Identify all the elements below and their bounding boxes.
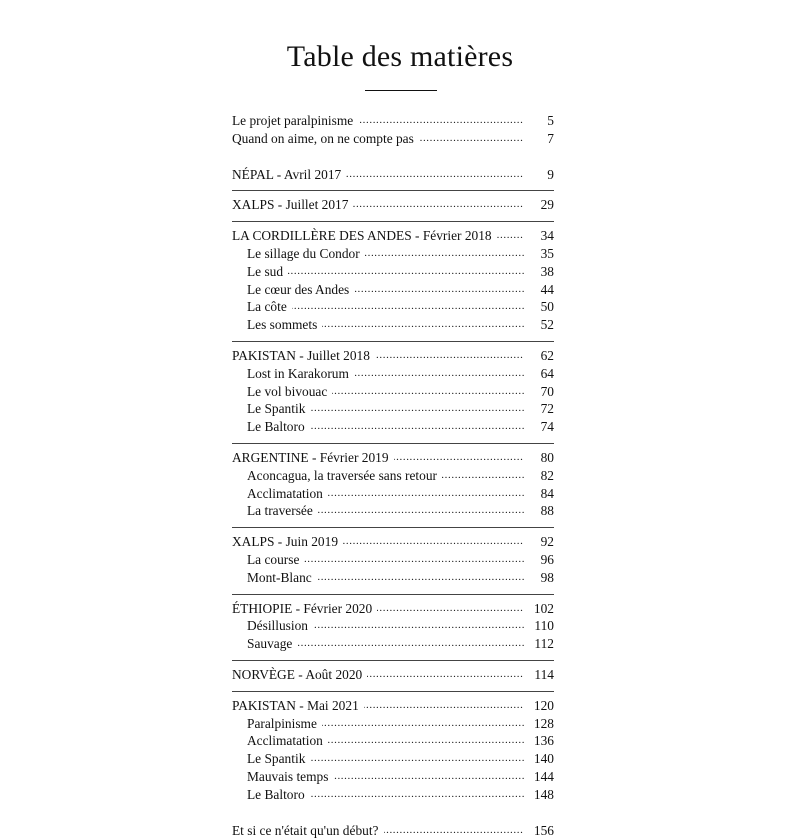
toc-entry[interactable] [232, 697, 554, 715]
toc-entry-title: Acclimatation [247, 733, 328, 748]
toc-subentry[interactable] [232, 245, 554, 263]
toc-page-number: 156 [530, 822, 554, 839]
toc-page-number: 72 [537, 400, 554, 418]
toc-page-number: 82 [537, 467, 554, 485]
section-divider [232, 341, 554, 342]
toc-entry[interactable] [232, 130, 554, 148]
toc-page-number: 44 [537, 281, 554, 299]
toc-entry-title: Et si ce n'était qu'un début? [232, 823, 384, 838]
toc-entry[interactable] [232, 227, 554, 245]
toc-page-number: 35 [537, 245, 554, 263]
toc-entry-title: Quand on aime, on ne compte pas [232, 131, 419, 146]
toc-page-number: 112 [530, 635, 554, 653]
toc-page-number: 52 [537, 316, 554, 334]
section-divider [232, 221, 554, 222]
toc-entry-title: La traversée [247, 503, 318, 518]
toc-entry-title: NÉPAL - Avril 2017 [232, 167, 346, 182]
toc-subentry[interactable] [232, 298, 554, 316]
toc-entry-title: Le Baltoro [247, 419, 310, 434]
toc-entry-title: Le Spantik [247, 401, 310, 416]
toc-page-number: 62 [537, 347, 554, 365]
toc-subentry[interactable] [232, 786, 554, 804]
toc-entry-title: NORVÈGE - Août 2020 [232, 667, 367, 682]
toc-subentry[interactable] [232, 750, 554, 768]
toc-entry[interactable] [232, 196, 554, 214]
toc-page-number: 70 [537, 383, 554, 401]
toc-page-number: 5 [543, 112, 554, 130]
toc-subentry[interactable] [232, 281, 554, 299]
toc-subentry[interactable] [232, 502, 554, 520]
toc-page-number: 140 [530, 750, 554, 768]
title-divider [365, 90, 437, 91]
toc-page-number: 38 [537, 263, 554, 281]
section-divider [232, 691, 554, 692]
section-divider [232, 190, 554, 191]
toc-entry-title: Le cœur des Andes [247, 282, 354, 297]
toc-page-number: 50 [537, 298, 554, 316]
toc-entry-title: XALPS - Juin 2019 [232, 534, 343, 549]
toc-page-number: 110 [530, 617, 554, 635]
toc-subentry[interactable] [232, 383, 554, 401]
section-divider [232, 594, 554, 595]
toc-entry-title: Le sillage du Condor [247, 246, 365, 261]
toc-page-number: 29 [537, 196, 554, 214]
toc-page-number: 148 [530, 786, 554, 804]
toc-subentry[interactable] [232, 365, 554, 383]
toc-page-number: 96 [537, 551, 554, 569]
toc-entry-title: Mont-Blanc [247, 570, 317, 585]
toc-page-number: 7 [543, 130, 554, 148]
toc-entry[interactable] [232, 600, 554, 618]
toc-entry-title: Le projet paralpinisme [232, 113, 358, 128]
section-divider [232, 527, 554, 528]
toc-entry-title: LA CORDILLÈRE DES ANDES - Février 2018 [232, 228, 497, 243]
toc-entry[interactable] [232, 347, 554, 365]
toc-entry[interactable] [232, 449, 554, 467]
toc-subentry[interactable] [232, 418, 554, 436]
toc-page-number: 84 [537, 485, 554, 503]
toc-subentry[interactable] [232, 467, 554, 485]
table-of-contents [232, 112, 554, 839]
toc-page-number: 102 [530, 600, 554, 618]
toc-subentry[interactable] [232, 617, 554, 635]
toc-entry-title: XALPS - Juillet 2017 [232, 197, 353, 212]
toc-entry-title: Les sommets [247, 317, 322, 332]
toc-page-number: 144 [530, 768, 554, 786]
toc-subentry[interactable] [232, 316, 554, 334]
toc-entry-title: Le Baltoro [247, 787, 310, 802]
toc-page-number: 114 [530, 666, 554, 684]
toc-page-number: 34 [537, 227, 554, 245]
toc-subentry[interactable] [232, 768, 554, 786]
toc-entry[interactable] [232, 822, 554, 839]
toc-page-number: 9 [543, 166, 554, 184]
toc-entry[interactable] [232, 666, 554, 684]
toc-page-number: 80 [537, 449, 554, 467]
toc-subentry[interactable] [232, 551, 554, 569]
toc-entry-title: PAKISTAN - Juillet 2018 [232, 348, 375, 363]
toc-entry[interactable] [232, 112, 554, 130]
toc-subentry[interactable] [232, 263, 554, 281]
toc-entry-title: PAKISTAN - Mai 2021 [232, 698, 364, 713]
toc-entry-title: Aconcagua, la traversée sans retour [247, 468, 442, 483]
toc-page-number: 128 [530, 715, 554, 733]
toc-entry-title: Le Spantik [247, 751, 310, 766]
toc-entry-title: Lost in Karakorum [247, 366, 354, 381]
toc-entry-title: La course [247, 552, 304, 567]
toc-subentry[interactable] [232, 635, 554, 653]
toc-page-number: 64 [537, 365, 554, 383]
toc-subentry[interactable] [232, 485, 554, 503]
toc-entry[interactable] [232, 533, 554, 551]
toc-subentry[interactable] [232, 732, 554, 750]
toc-page-number: 136 [530, 732, 554, 750]
toc-page-number: 92 [537, 533, 554, 551]
toc-entry-title: Le vol bivouac [247, 384, 332, 399]
toc-entry[interactable] [232, 166, 554, 184]
dot-leader [247, 263, 524, 281]
toc-entry-title: ARGENTINE - Février 2019 [232, 450, 394, 465]
toc-page-number: 120 [530, 697, 554, 715]
toc-subentry[interactable] [232, 569, 554, 587]
toc-entry-title: Sauvage [247, 636, 297, 651]
toc-page-number: 88 [537, 502, 554, 520]
section-divider [232, 660, 554, 661]
toc-page-number: 98 [537, 569, 554, 587]
toc-page-number: 74 [537, 418, 554, 436]
toc-entry-title: Paralpinisme [247, 716, 322, 731]
toc-entry-title: Acclimatation [247, 486, 328, 501]
toc-entry-title: Désillusion [247, 618, 313, 633]
section-divider [232, 443, 554, 444]
page-title: Table des matières [0, 40, 800, 74]
toc-entry-title: La côte [247, 299, 292, 314]
toc-entry-title: Mauvais temps [247, 769, 333, 784]
toc-subentry[interactable] [232, 400, 554, 418]
toc-entry-title: ÉTHIOPIE - Février 2020 [232, 601, 377, 616]
toc-entry-title: Le sud [247, 264, 288, 279]
toc-subentry[interactable] [232, 715, 554, 733]
